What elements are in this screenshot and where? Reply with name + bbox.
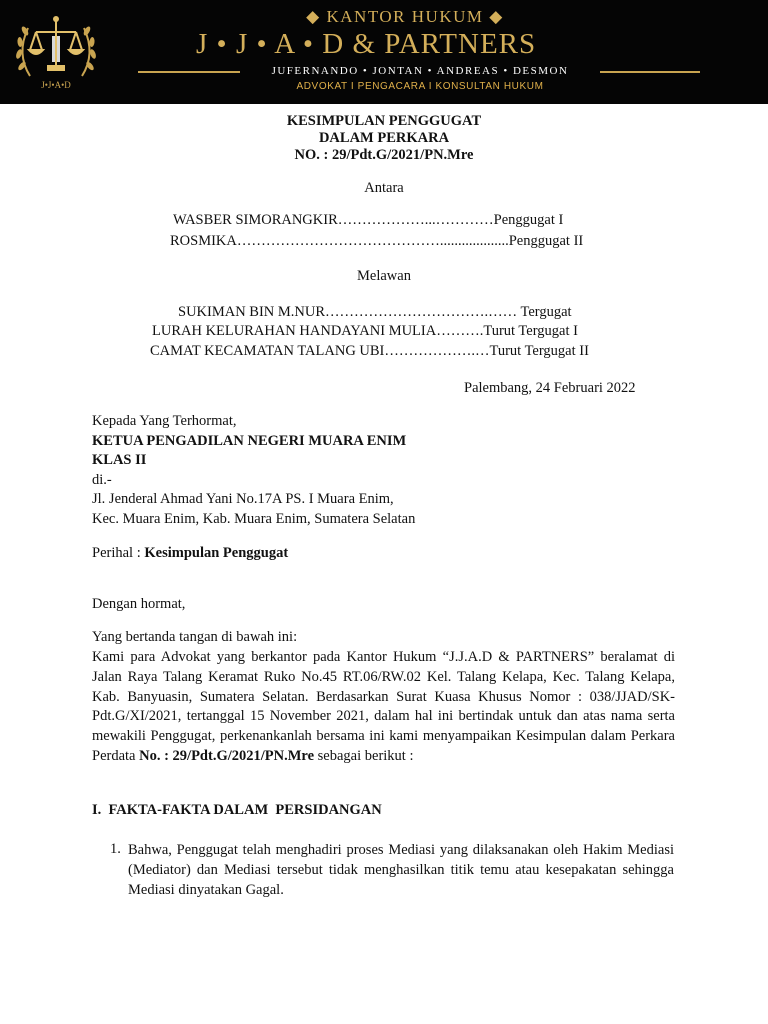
title-line-1: KESIMPULAN PENGGUGAT [286, 113, 482, 129]
letterhead [0, 0, 768, 104]
recipient-name-line-1: KETUA PENGADILAN NEGERI MUARA ENIM [92, 432, 407, 449]
diamond-icon: ◆ [489, 7, 504, 26]
paragraph-case-number: No. : 29/Pdt.G/2021/PN.Mre [139, 747, 315, 764]
title-line-2: DALAM PERKARA [318, 130, 450, 146]
body-intro: Yang bertanda tangan di bawah ini: [92, 629, 298, 645]
kantor-hukum-text: KANTOR HUKUM [326, 7, 484, 26]
body-paragraph [92, 648, 675, 767]
item-1-number: 1. [110, 841, 121, 857]
firm-name: J • J • A • D & PARTNERS [196, 28, 537, 60]
logo-text: J•J•A•D [41, 80, 71, 90]
plaintiff-1: WASBER SIMORANGKIR………………...…………Penggugat I [173, 212, 564, 228]
recipient-name-line-2: KLAS II [92, 452, 147, 468]
section-heading: I. FAKTA-FAKTA DALAM PERSIDANGAN [92, 802, 382, 818]
document-title [0, 113, 768, 164]
recipient-di: di.- [92, 471, 112, 488]
law-firm-logo [10, 6, 102, 96]
diamond-icon: ◆ [306, 7, 321, 26]
perihal [92, 545, 288, 562]
perihal-label: Perihal : [92, 545, 145, 561]
recipient-address-line-1: Jl. Jenderal Ahmad Yani No.17A PS. I Muara Enim, [92, 491, 394, 507]
title-line-3: NO. : 29/Pdt.G/2021/PN.Mre [294, 147, 474, 163]
letterhead-top-title [260, 7, 550, 27]
item-1-text: Bahwa, Penggugat telah menghadiri proses Mediasi yang dilaksanakan oleh Hakim Mediasi (Mediator) dan Mediasi tersebut tidak menghasilkan titik temu atau kesepakatan sehingga Mediasi dinyatakan Gagal. [128, 842, 674, 898]
recipient-address-line-2: Kec. Muara Enim, Kab. Muara Enim, Sumatera Selatan [92, 510, 416, 527]
defendant-3: CAMAT KECAMATAN TALANG UBI……………….…Turut Tergugat II [150, 343, 589, 359]
salutation: Dengan hormat, [92, 596, 186, 612]
antara-label: Antara [364, 180, 404, 196]
place-date: Palembang, 24 Februari 2022 [464, 380, 636, 396]
recipient-greeting: Kepada Yang Terhormat, [92, 413, 237, 429]
plaintiff-2: ROSMIKA……………………………………...................Penggugat II [170, 233, 584, 249]
paragraph-end: sebagai berikut : [314, 747, 414, 764]
recipient-block [92, 412, 675, 529]
partners-names: JUFERNANDO • JONTAN • ANDREAS • DESMON [240, 64, 600, 78]
defendant-1: SUKIMAN BIN M.NUR…………………………….…… Tergugat [178, 304, 572, 320]
services-line: ADVOKAT I PENGACARA I KONSULTAN HUKUM [296, 81, 544, 92]
paragraph-text: Kami para Advokat yang berkantor pada Kantor Hukum “J.J.A.D & PARTNERS” beralamat di Jalan Raya Talang Keramat Ruko No.45 RT.06/RW.02 Kel. Talang Kelapa, Kec. Talang Kelapa, Kab. Banyuasin, Sumatera Selatan. Berdasarkan Surat Kuasa Khusus Nomor : 038/JJAD/SK-Pdt.G/XI/2021, tertanggal 15 November 2021, dalam hal ini bertindak untuk dan atas nama serta mewakili Penggugat, perkenankanlah bersama ini kami menyampaikan Kesimpulan dalam Perkara Perdata [92, 649, 675, 764]
perihal-value: Kesimpulan Penggugat [144, 545, 289, 561]
melawan-label: Melawan [357, 268, 411, 284]
defendant-2: LURAH KELURAHAN HANDAYANI MULIA……….Turut Tergugat I [152, 323, 578, 339]
